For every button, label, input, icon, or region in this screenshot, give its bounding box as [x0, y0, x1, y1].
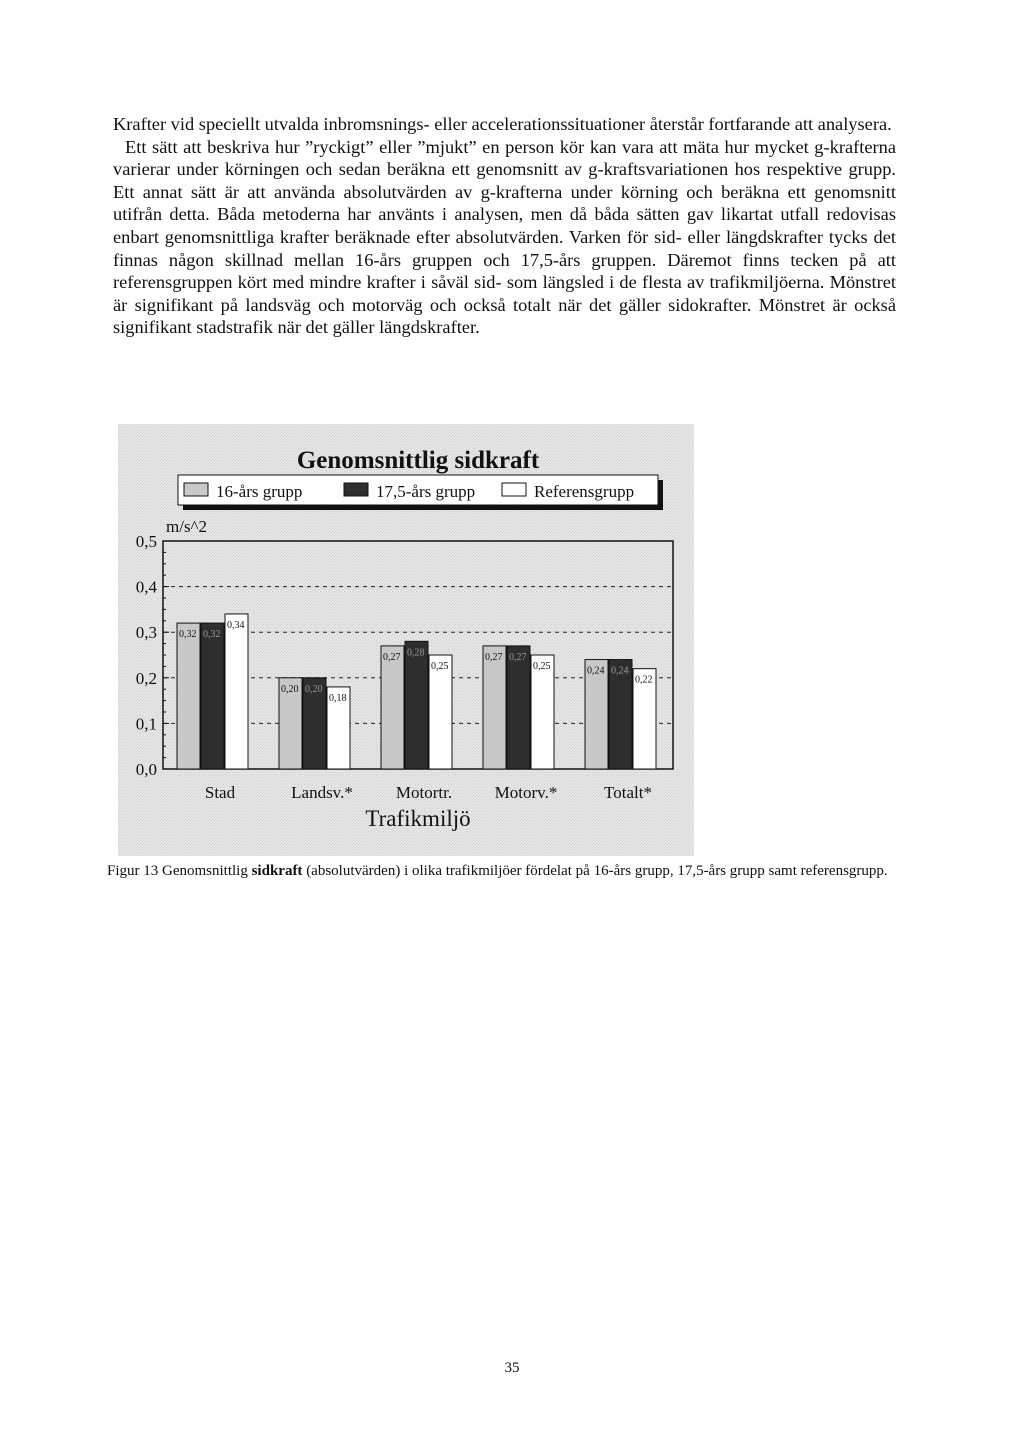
paragraph: Krafter vid speciellt utvalda inbromsnings- eller accelerationssituationer återstår fortfarande att analysera. — [113, 114, 892, 134]
legend — [178, 475, 663, 510]
paragraph: Ett sätt att beskriva hur ”ryckigt” eller ”mjukt” en person kör kan vara att mäta hur mycket g-krafterna varierar under körningen och sedan beräkna ett genomsnitt av g-kraftsvariationen hos respektive grupp. Ett annat sätt är att använda absolutvärden av g-krafterna under körning och beräkna ett genomsnitt utifrån detta. Båda metoderna har använts i analysen, men då båda sätten gav likartat utfall redovisas enbart genomsnittliga krafter beräknade efter absolutvärden. Varken för sid- eller längdskrafter tycks det finnas någon skillnad mellan 16-års gruppen och 17,5-års gruppen. Däremot finns tecken på att referensgruppen kört med mindre krafter i såväl sid- som längsled i de flesta av trafikmiljöerna. Mönstret är signifikant på landsväg och motorväg och också totalt när det gäller sidokrafter. Mönstret är också signifikant stadstrafik när det gäller längdskrafter. — [113, 136, 896, 338]
caption-text-rest: (absolutvärden) i olika trafikmiljöer fördelat på 16-års grupp, 17,5-års grupp samt referensgrupp. — [302, 863, 888, 879]
y-axis-unit: m/s^2 — [166, 517, 208, 536]
body-text — [113, 113, 896, 339]
chart-title: Genomsnittlig sidkraft — [296, 447, 540, 474]
legend-swatch — [344, 483, 368, 496]
bar — [507, 646, 530, 769]
plot-area — [136, 532, 673, 802]
bar-chart-figure — [118, 424, 694, 856]
legend-label: 17,5-års grupp — [376, 482, 476, 501]
x-tick-label: Motorv.* — [494, 783, 558, 802]
data-label: 0,20 — [305, 683, 323, 695]
bar — [483, 646, 506, 769]
x-tick-label: Stad — [204, 783, 236, 802]
bar — [381, 646, 404, 769]
data-label: 0,18 — [329, 692, 347, 704]
bar — [177, 623, 200, 769]
data-label: 0,22 — [635, 674, 653, 686]
data-label: 0,25 — [533, 661, 551, 672]
data-label: 0,27 — [509, 651, 527, 663]
data-label: 0,32 — [203, 629, 221, 641]
data-label: 0,34 — [227, 619, 245, 631]
bar — [405, 641, 428, 769]
data-label: 0,25 — [431, 661, 449, 672]
bar — [429, 655, 452, 769]
data-label: 0,27 — [485, 651, 503, 663]
data-label: 0,32 — [179, 629, 197, 641]
data-label: 0,28 — [407, 647, 425, 659]
bar — [201, 623, 224, 769]
y-tick-label: 0,2 — [135, 668, 157, 688]
caption-emphasis: sidkraft — [251, 863, 303, 879]
y-tick-label: 0,4 — [135, 577, 157, 597]
legend-swatch — [184, 483, 208, 496]
figure-caption — [107, 862, 897, 881]
bar-chart — [118, 424, 694, 856]
y-tick-label: 0,0 — [135, 760, 157, 779]
data-label: 0,24 — [587, 665, 605, 677]
x-tick-label: Totalt* — [604, 783, 652, 802]
y-tick-label: 0,5 — [135, 532, 157, 551]
caption-text: Figur 13 Genomsnittlig — [107, 863, 252, 879]
data-label: 0,24 — [611, 665, 629, 677]
data-label: 0,27 — [383, 651, 401, 663]
x-axis-title: Trafikmiljö — [365, 806, 471, 831]
bar — [531, 655, 554, 769]
legend-swatch — [502, 483, 526, 496]
x-tick-label: Motortr. — [395, 783, 453, 802]
legend-label: Referensgrupp — [534, 482, 635, 501]
y-tick-label: 0,1 — [135, 714, 157, 734]
x-tick-label: Landsv.* — [291, 783, 353, 802]
data-label: 0,20 — [281, 683, 299, 695]
bar — [225, 614, 248, 769]
legend-label: 16-års grupp — [216, 482, 303, 501]
y-tick-label: 0,3 — [135, 623, 157, 643]
page-number: 35 — [504, 1360, 520, 1376]
